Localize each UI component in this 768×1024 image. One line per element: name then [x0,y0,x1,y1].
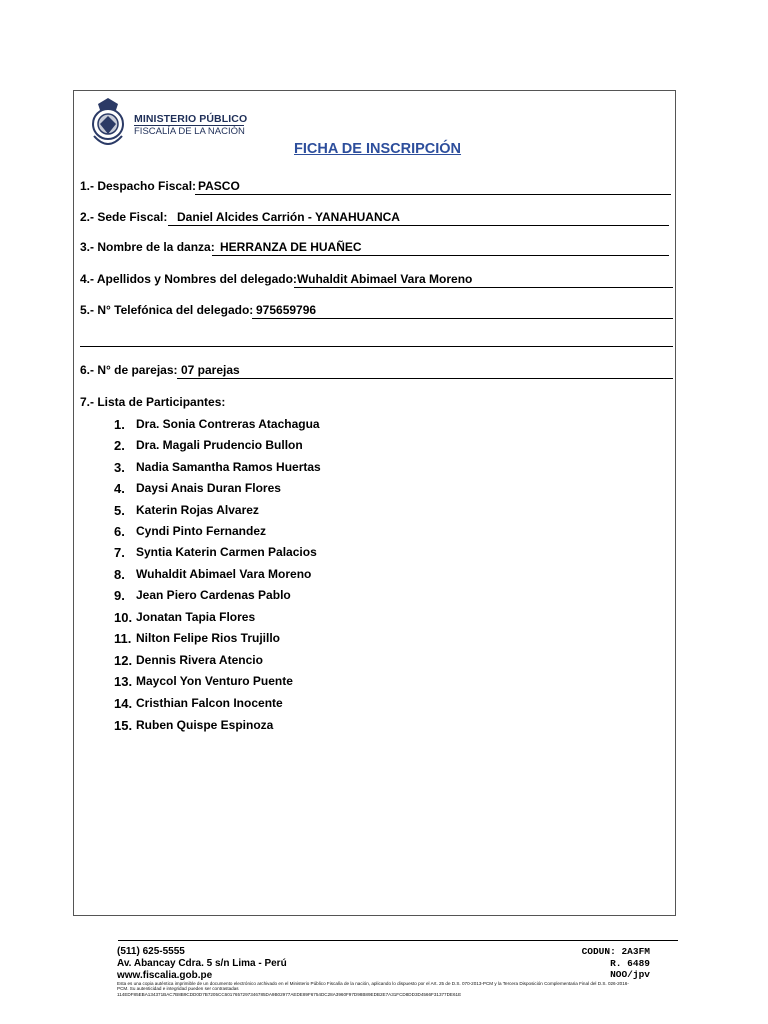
footer-address: Av. Abancay Cdra. 5 s/n Lima - Perú [117,958,287,969]
participant-number: 10. [114,610,133,625]
participant-number: 13. [114,674,133,689]
participant-number: 1. [114,417,125,432]
participant-name: Nadia Samantha Ramos Huertas [136,460,321,474]
participant-number: 2. [114,438,125,453]
field-danza [80,238,672,256]
delegado-value: Wuhaldit Abimael Vara Moreno [297,272,473,286]
logo-title: MINISTERIO PÚBLICO [134,113,248,125]
form-title: FICHA DE INSCRIPCIÓN [294,141,462,157]
participant-name: Cristhian Falcon Inocente [136,696,283,710]
participant-name: Jonatan Tapia Flores [136,610,256,624]
telefono-underline [252,318,673,319]
sede-value: Daniel Alcides Carrión - YANAHUANCA [177,210,400,224]
participant-name: Maycol Yon Venturo Puente [136,674,293,688]
footer-web: www.fiscalia.gob.pe [117,970,213,981]
participant-number: 11. [114,631,132,646]
despacho-value: PASCO [198,179,240,193]
field-delegado [80,270,674,288]
field-despacho [80,177,672,195]
parejas-underline [177,378,673,379]
participant-number: 5. [114,503,125,518]
danza-value: HERRANZA DE HUAÑEC [220,240,362,254]
participant-name: Katerin Rojas Alvarez [136,503,259,517]
footer-codun: CODUN: 2A3FM [581,946,650,957]
ministerio-logo [88,96,258,152]
participant-number: 9. [114,588,125,603]
blank-line [80,346,673,347]
field-parejas [80,361,674,379]
participant-name: Wuhaldit Abimael Vara Moreno [136,567,312,581]
sede-underline [168,225,669,226]
participant-number: 6. [114,524,125,539]
participant-name: Dennis Rivera Atencio [136,653,263,667]
sede-label: 2.- Sede Fiscal: [80,210,168,224]
footer-divider [118,940,678,941]
fine-print-1: Esta es una copia auténtica imprimible de un documento electrónico archivado en el Ministerio Público Fiscalía de la nación, aplicando lo dispuesto por el Art. 25 de D.S. 070-2013-PCM y la Tercera Disposición Complementaria Final del D.S. 026-2016- [117,981,629,986]
footer-ref: R. 6489 [610,958,650,969]
participant-number: 3. [114,460,125,475]
participant-number: 8. [114,567,125,582]
parejas-value: 07 parejas [181,363,240,377]
participant-name: Dra. Sonia Contreras Atachagua [136,417,320,431]
telefono-label: 5.- N° Telefónica del delegado: [80,303,254,317]
logo-subtitle: FISCALÍA DE LA NACIÓN [134,126,245,137]
participant-number: 15. [114,718,133,733]
fine-print-2: PCM. Su autenticidad e integridad pueden ser contrastadas [117,986,239,991]
danza-label: 3.- Nombre de la danza: [80,240,215,254]
fine-print-hash: 114EDF85EBA134371BAC7B8B9CDD0D7B7205CC6017657297346785DA9B02977AEDE89F6754DC28A3960F97D98B89EDB2E7A31FCD8DD3D4566F31377DE61E [117,992,462,997]
participant-number: 4. [114,481,125,496]
delegado-label: 4.- Apellidos y Nombres del delegado: [80,272,297,286]
participant-number: 7. [114,545,125,560]
field-telefono [80,301,674,319]
shield-emblem-icon [88,96,128,152]
footer-phone: (511) 625-5555 [117,946,185,957]
delegado-underline [294,287,673,288]
participant-name: Cyndi Pinto Fernandez [136,524,267,538]
footer-initials: NOO/jpv [610,969,650,980]
participant-name: Ruben Quispe Espinoza [136,718,274,732]
field-sede [80,208,672,226]
participant-name: Nilton Felipe Rios Trujillo [136,631,281,645]
participant-number: 14. [114,696,133,711]
participantes-label: 7.- Lista de Participantes: [80,395,226,409]
participant-name: Syntia Katerin Carmen Palacios [136,545,317,559]
participant-name: Daysi Anais Duran Flores [136,481,281,495]
despacho-label: 1.- Despacho Fiscal: [80,179,197,193]
participant-number: 12. [114,653,133,668]
participant-name: Dra. Magali Prudencio Bullon [136,438,303,452]
danza-underline [212,255,669,256]
parejas-label: 6.- N° de parejas: [80,363,178,377]
telefono-value: 975659796 [256,303,317,317]
despacho-underline [195,194,671,195]
participant-name: Jean Piero Cardenas Pablo [136,588,291,602]
